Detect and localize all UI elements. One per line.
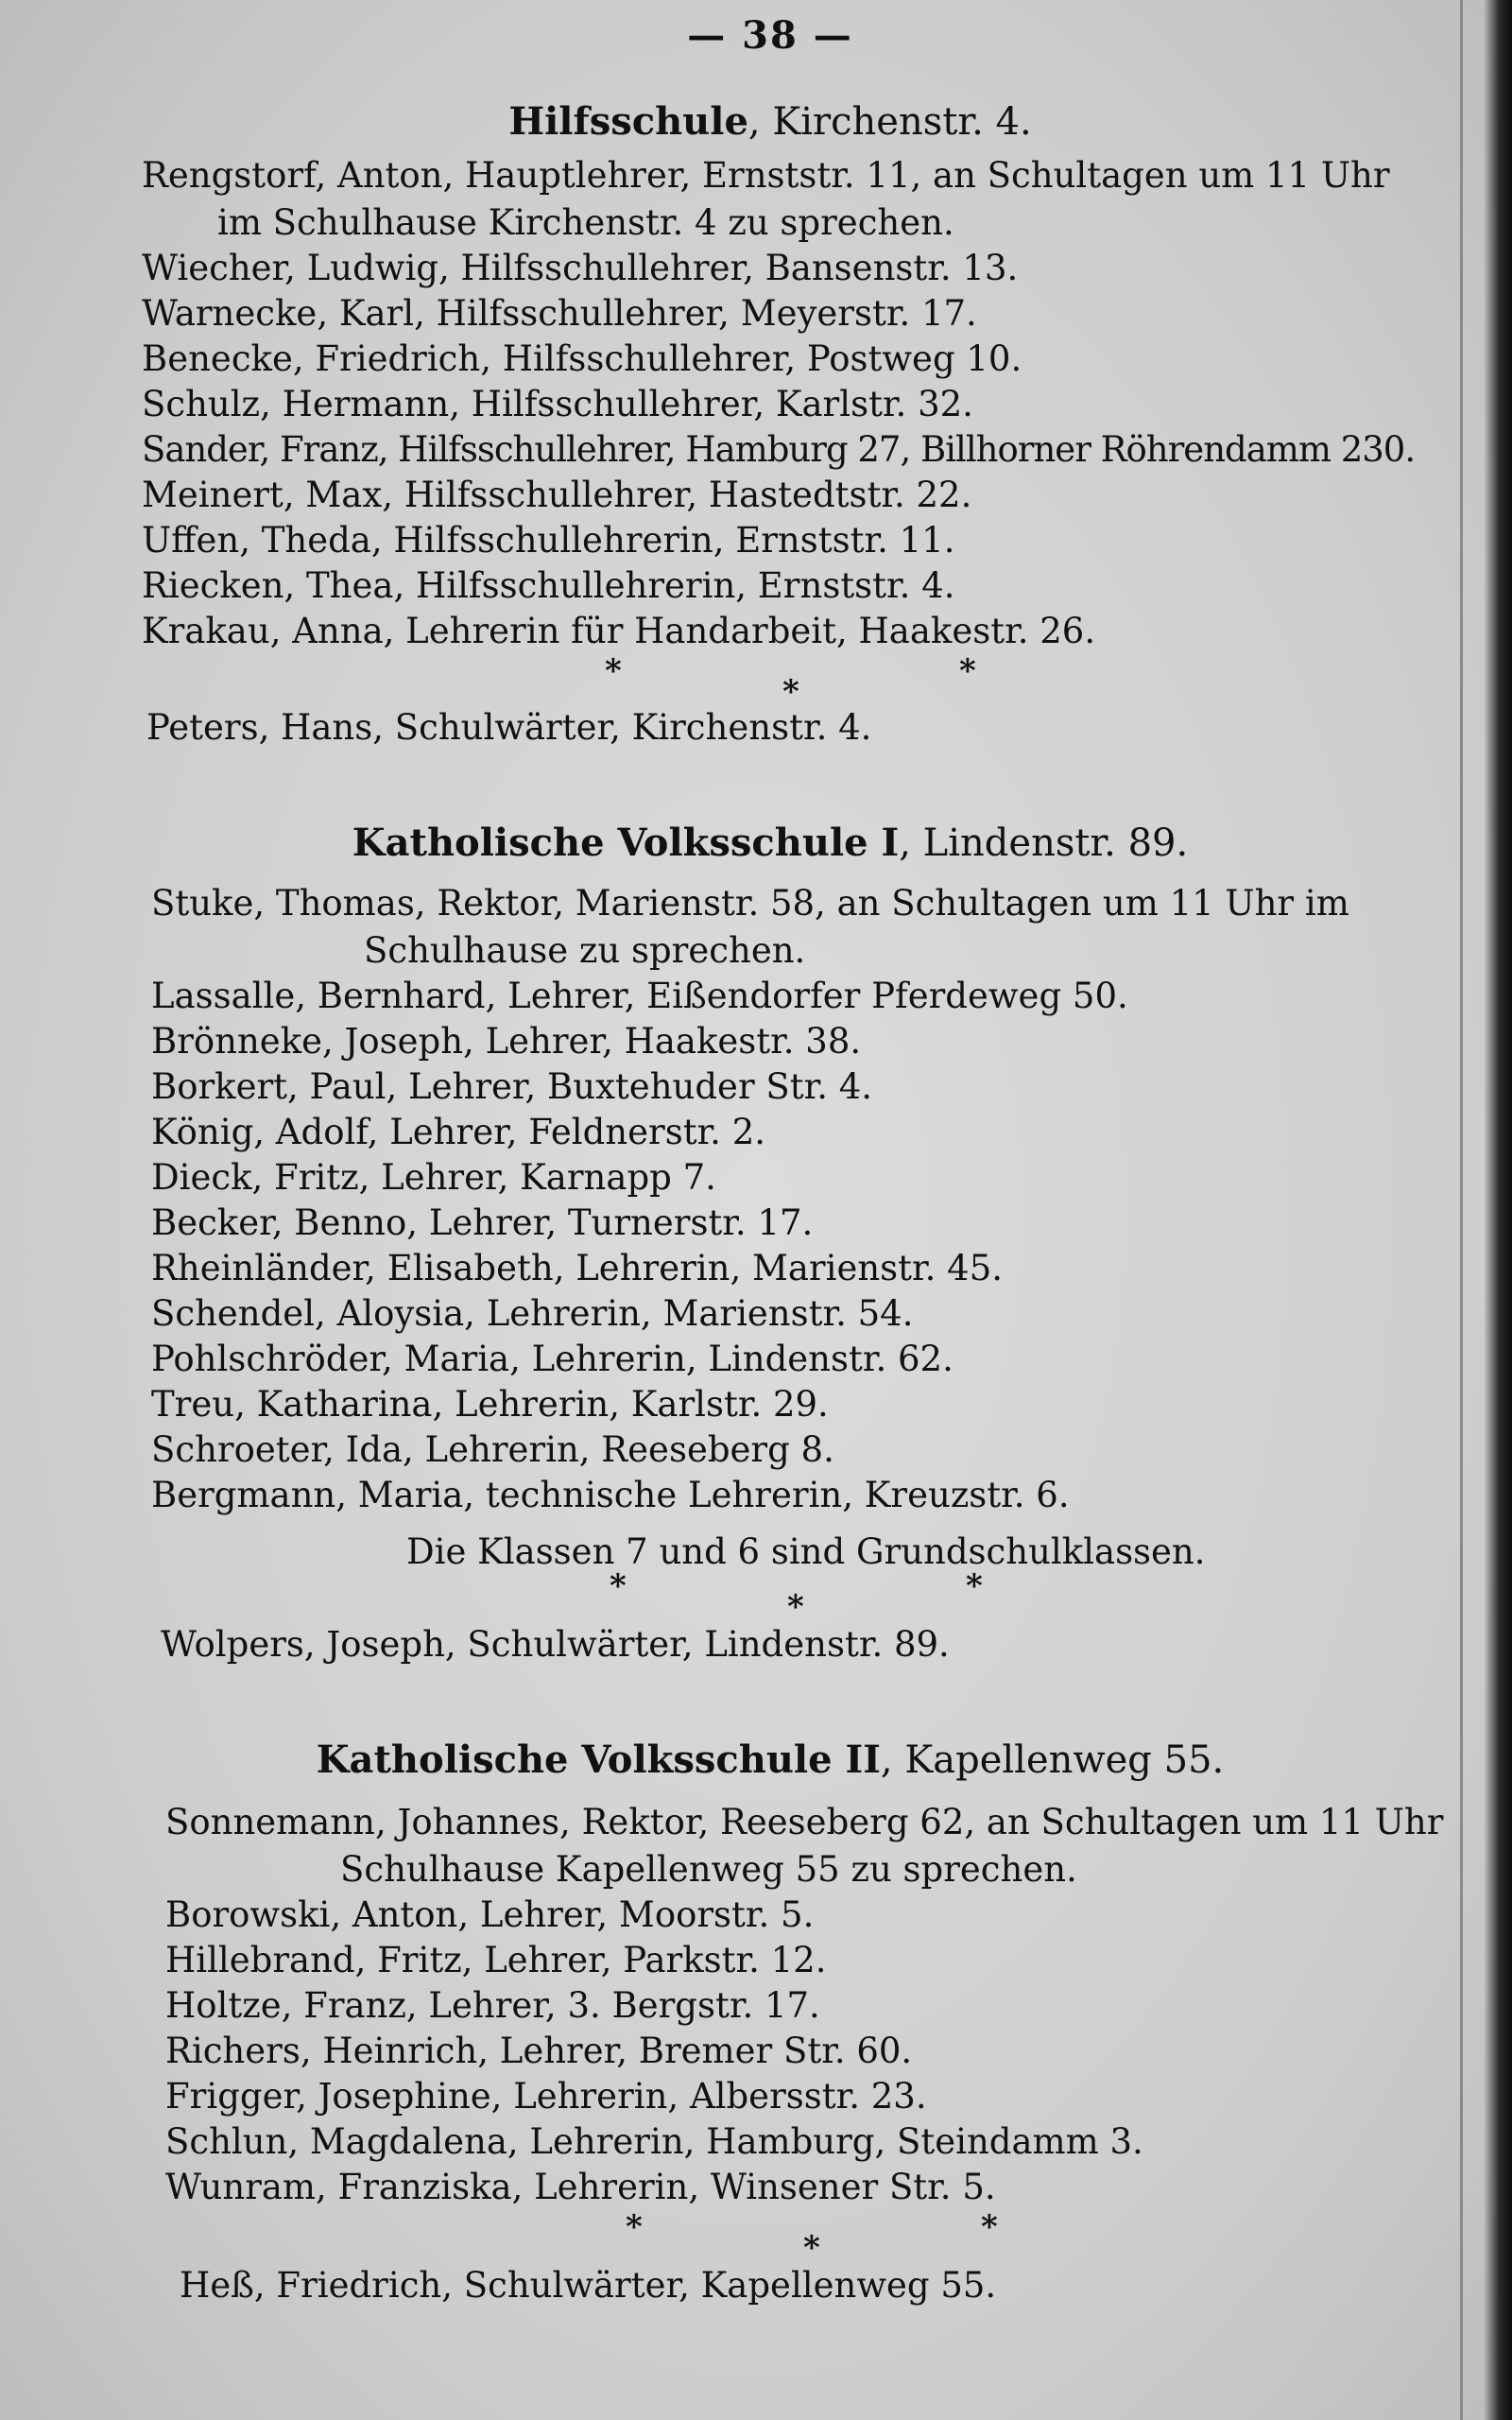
entry-line: Borowski, Anton, Lehrer, Moorstr. 5. [165,1894,815,1935]
section-address: Kirchenstr. 4. [772,100,1032,144]
entry-line: Frigger, Josephine, Lehrerin, Albersstr. 23. [165,2076,927,2117]
entry-line: Benecke, Friedrich, Hilfsschullehrer, Postweg 10. [142,338,1022,379]
entry-line: Riecken, Thea, Hilfsschullehrerin, Ernststr. 4. [142,565,955,606]
section-title: Katholische Volksschule I [352,821,900,865]
page-number: — 38 — [687,13,853,58]
section-address: Kapellenweg 55. [904,1738,1225,1782]
entry-line: Bergmann, Maria, technische Lehrerin, Kreuzstr. 6. [151,1475,1070,1515]
section-title: Hilfsschule [508,99,748,144]
entry-line: Uffen, Theda, Hilfsschullehrerin, Ernststr. 11. [142,520,955,561]
entry-line: Pohlschröder, Maria, Lehrerin, Lindenstr. 62. [151,1339,954,1379]
entry-line: Schulhause zu sprechen. [364,930,806,971]
entry-line: König, Adolf, Lehrer, Feldnerstr. 2. [151,1112,766,1152]
section-note: Die Klassen 7 und 6 sind Grundschulklassen. [406,1531,1206,1572]
entry-line: Schulhause Kapellenweg 55 zu sprechen. [340,1849,1077,1890]
entry-line: Krakau, Anna, Lehrerin für Handarbeit, Haakestr. 26. [142,611,1096,651]
entry-line: Sonnemann, Johannes, Rektor, Reeseberg 62, an Schultagen um 11 Uhr [165,1802,1444,1842]
entry-line: Lassalle, Bernhard, Lehrer, Eißendorfer Pferdeweg 50. [151,976,1128,1016]
entry-line: Brönneke, Joseph, Lehrer, Haakestr. 38. [151,1021,862,1062]
page-edge-shadow [1484,0,1512,2420]
separator-stars: * * * [605,652,976,711]
entry-line: Wiecher, Ludwig, Hilfsschullehrer, Bansenstr. 13. [142,248,1019,288]
section-title: Katholische Volksschule II [316,1737,881,1782]
entry-line: Sander, Franz, Hilfsschullehrer, Hamburg 27, Billhorner Röhrendamm 230. [142,429,1416,470]
section-heading: Katholische Volksschule II, Kapellenweg 55. [316,1737,1225,1782]
page-fold-line [1460,0,1463,2420]
entry-line: Treu, Katharina, Lehrerin, Karlstr. 29. [151,1384,829,1425]
section-heading: Katholische Volksschule I, Lindenstr. 89. [352,821,1189,865]
janitor-line: Peters, Hans, Schulwärter, Kirchenstr. 4. [146,707,872,748]
entry-line: Richers, Heinrich, Lehrer, Bremer Str. 60. [165,2031,913,2071]
entry-line: Rheinländer, Elisabeth, Lehrerin, Marienstr. 45. [151,1248,1004,1288]
entry-line: im Schulhause Kirchenstr. 4 zu sprechen. [217,202,954,243]
entry-line: Hillebrand, Fritz, Lehrer, Parkstr. 12. [165,1940,827,1980]
section-heading: Hilfsschule, Kirchenstr. 4. [508,99,1032,144]
entry-line: Wunram, Franziska, Lehrerin, Winsener Str. 5. [165,2167,996,2207]
janitor-line: Wolpers, Joseph, Schulwärter, Lindenstr. 89. [161,1624,950,1665]
entry-line: Schendel, Aloysia, Lehrerin, Marienstr. 54. [151,1293,914,1334]
separator-stars: * * * [626,2208,998,2267]
entry-line: Schroeter, Ida, Lehrerin, Reeseberg 8. [151,1429,834,1470]
janitor-line: Heß, Friedrich, Schulwärter, Kapellenweg 55. [180,2265,997,2306]
entry-line: Borkert, Paul, Lehrer, Buxtehuder Str. 4. [151,1066,873,1107]
entry-line: Warnecke, Karl, Hilfsschullehrer, Meyerstr. 17. [142,293,977,334]
entry-line: Dieck, Fritz, Lehrer, Karnapp 7. [151,1157,716,1198]
separator-stars: * * * [610,1567,983,1626]
entry-line: Becker, Benno, Lehrer, Turnerstr. 17. [151,1202,814,1243]
section-address: Lindenstr. 89. [922,821,1189,865]
entry-line: Rengstorf, Anton, Hauptlehrer, Ernststr. 11, an Schultagen um 11 Uhr [142,155,1390,196]
entry-line: Stuke, Thomas, Rektor, Marienstr. 58, an Schultagen um 11 Uhr im [151,883,1349,924]
entry-line: Schlun, Magdalena, Lehrerin, Hamburg, Steindamm 3. [165,2121,1143,2162]
entry-line: Meinert, Max, Hilfsschullehrer, Hastedtstr. 22. [142,475,972,515]
entry-line: Holtze, Franz, Lehrer, 3. Bergstr. 17. [165,1985,820,2026]
entry-line: Schulz, Hermann, Hilfsschullehrer, Karlstr. 32. [142,384,973,424]
